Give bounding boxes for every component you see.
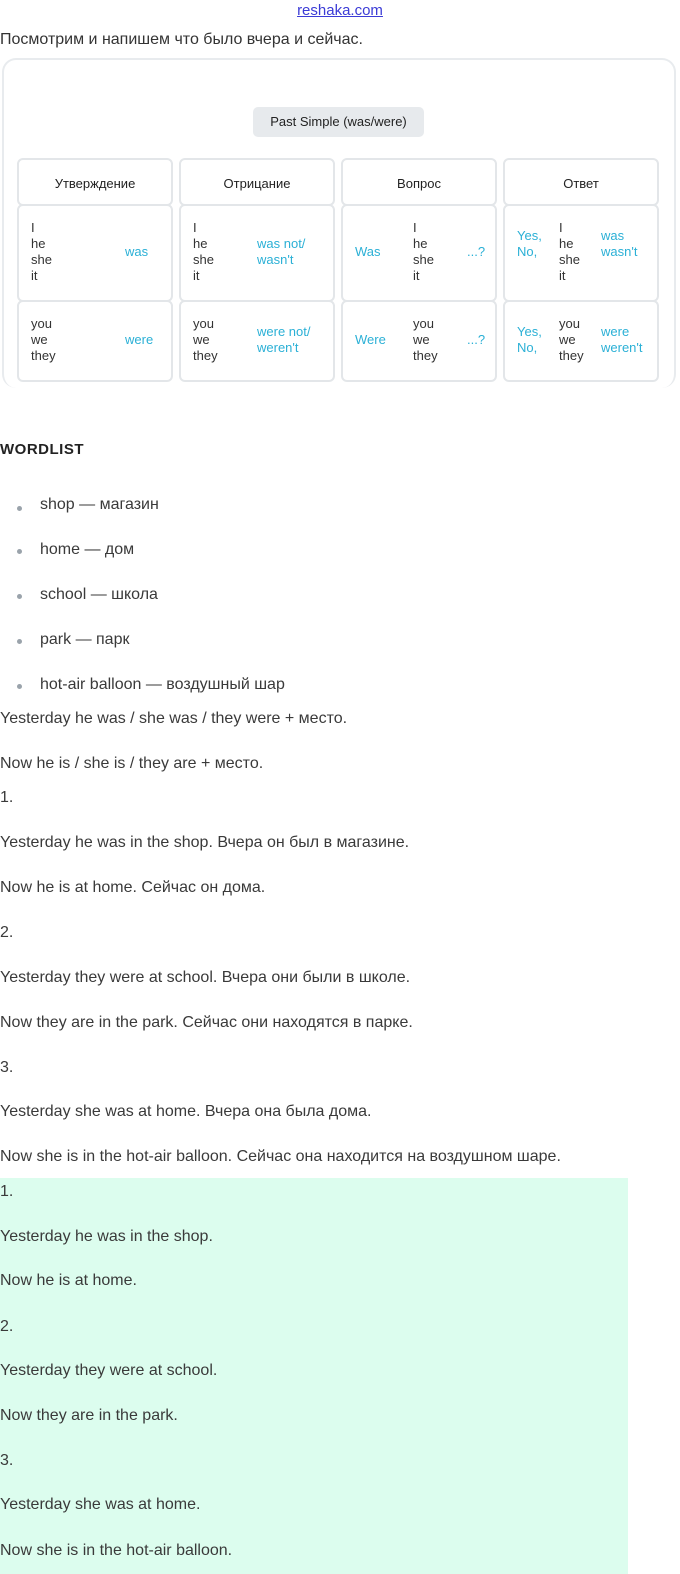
example-yesterday: Yesterday they were at school. Вчера они были в школе. xyxy=(0,969,411,986)
answer-plural-cell xyxy=(503,300,659,382)
bullet-icon xyxy=(17,639,22,644)
task-instruction: Посмотрим и напишем что было вчера и сейчас. xyxy=(0,31,363,48)
answer-now: Now they are in the park. xyxy=(0,1407,178,1424)
wordlist-item: park — парк xyxy=(40,631,130,648)
verb-form: weren't xyxy=(601,340,643,355)
pronoun: they xyxy=(31,348,56,363)
grammar-title-badge: Past Simple (was/were) xyxy=(253,107,424,137)
item-number: 3. xyxy=(0,1059,14,1076)
answer-number: 3. xyxy=(0,1452,14,1469)
yes-no-word: No, xyxy=(517,244,538,259)
wordlist-item: hot-air balloon — воздушный шар xyxy=(40,676,285,693)
pronoun: I xyxy=(193,220,197,235)
pronoun: she xyxy=(193,252,214,267)
affirmative-header: Утверждение xyxy=(17,158,173,206)
example-now: Now she is in the hot-air balloon. Сейчас она находится на воздушном шаре. xyxy=(0,1148,561,1165)
pronoun: I xyxy=(559,220,563,235)
pronoun: we xyxy=(193,332,210,347)
verb-form: were xyxy=(601,324,630,339)
rule-now: Now he is / she is / they are + место. xyxy=(0,755,264,772)
affirmative-singular-cell xyxy=(17,204,173,302)
answer-number: 1. xyxy=(0,1183,14,1200)
question-ending: ...? xyxy=(467,332,486,347)
pronoun: she xyxy=(559,252,580,267)
pronoun: they xyxy=(413,348,438,363)
affirmative-plural-cell xyxy=(17,300,173,382)
site-link[interactable]: reshaka.com xyxy=(297,2,383,19)
pronoun: she xyxy=(413,252,434,267)
verb-form: was not/ xyxy=(257,236,306,251)
item-number: 1. xyxy=(0,789,14,806)
pronoun: it xyxy=(31,268,38,283)
answer-now: Now she is in the hot-air balloon. xyxy=(0,1542,233,1559)
yes-no-word: Yes, xyxy=(517,324,542,339)
answer-yesterday: Yesterday they were at school. xyxy=(0,1362,218,1379)
yes-no-word: No, xyxy=(517,340,538,355)
wordlist-item: school — школа xyxy=(40,586,158,603)
example-now: Now they are in the park. Сейчас они находятся в парке. xyxy=(0,1014,413,1031)
example-yesterday: Yesterday she was at home. Вчера она была дома. xyxy=(0,1103,372,1120)
item-number: 2. xyxy=(0,924,14,941)
verb-form: was xyxy=(125,244,149,259)
pronoun: he xyxy=(413,236,428,251)
pronoun: they xyxy=(559,348,584,363)
verb-form: Were xyxy=(355,332,386,347)
pronoun: I xyxy=(413,220,417,235)
rule-yesterday: Yesterday he was / she was / they were + место. xyxy=(0,710,348,727)
bullet-icon xyxy=(17,549,22,554)
answer-header: Ответ xyxy=(503,158,659,206)
wordlist-item: shop — магазин xyxy=(40,496,159,513)
pronoun: I xyxy=(31,220,35,235)
verb-form: wasn't xyxy=(257,252,294,267)
verb-form: were xyxy=(125,332,154,347)
bullet-icon xyxy=(17,506,22,511)
answer-singular-cell xyxy=(503,204,659,302)
example-now: Now he is at home. Сейчас он дома. xyxy=(0,879,266,896)
example-yesterday: Yesterday he was in the shop. Вчера он был в магазине. xyxy=(0,834,410,851)
pronoun: he xyxy=(559,236,574,251)
pronoun: she xyxy=(31,252,52,267)
answer-yesterday: Yesterday she was at home. xyxy=(0,1496,201,1513)
question-ending: ...? xyxy=(467,244,486,259)
answer-number: 2. xyxy=(0,1318,14,1335)
pronoun: they xyxy=(193,348,218,363)
pronoun: we xyxy=(31,332,48,347)
verb-form: weren't xyxy=(257,340,299,355)
pronoun: it xyxy=(193,268,200,283)
answer-yesterday: Yesterday he was in the shop. xyxy=(0,1228,213,1245)
negative-header: Отрицание xyxy=(179,158,335,206)
verb-form: wasn't xyxy=(601,244,638,259)
pronoun: he xyxy=(31,236,46,251)
pronoun: you xyxy=(31,316,52,331)
bullet-icon xyxy=(17,684,22,689)
pronoun: it xyxy=(413,268,420,283)
verb-form: were not/ xyxy=(257,324,311,339)
pronoun: you xyxy=(193,316,214,331)
pronoun: we xyxy=(413,332,430,347)
question-plural-cell xyxy=(341,300,497,382)
verb-form: was xyxy=(601,228,625,243)
answer-now: Now he is at home. xyxy=(0,1272,137,1289)
verb-form: Was xyxy=(355,244,381,259)
pronoun: it xyxy=(559,268,566,283)
question-singular-cell xyxy=(341,204,497,302)
negative-plural-cell xyxy=(179,300,335,382)
yes-no-word: Yes, xyxy=(517,228,542,243)
negative-singular-cell xyxy=(179,204,335,302)
pronoun: we xyxy=(559,332,576,347)
pronoun: you xyxy=(559,316,580,331)
bullet-icon xyxy=(17,594,22,599)
wordlist-title: WORDLIST xyxy=(0,441,84,458)
pronoun: you xyxy=(413,316,434,331)
wordlist-item: home — дом xyxy=(40,541,135,558)
question-header: Вопрос xyxy=(341,158,497,206)
pronoun: he xyxy=(193,236,208,251)
